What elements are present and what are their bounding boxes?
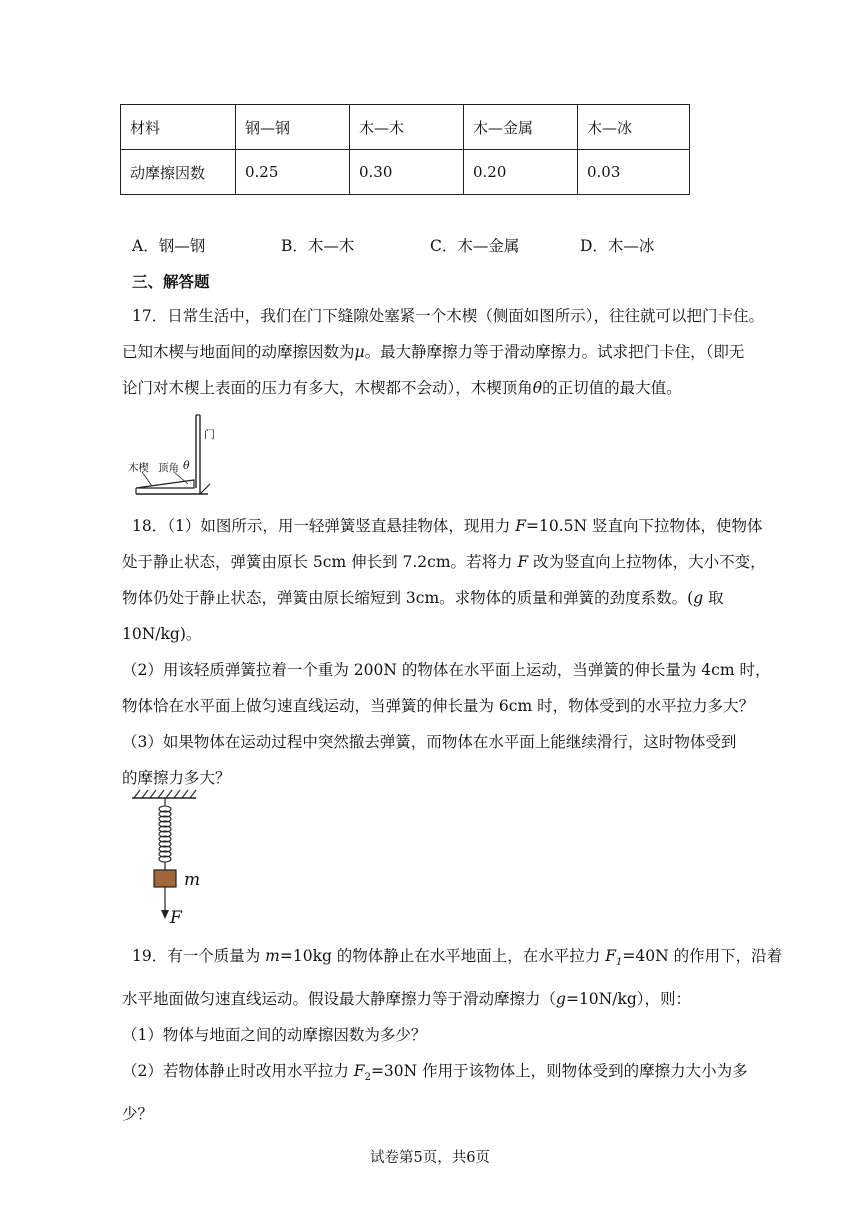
q17-line-3	[122, 370, 732, 406]
page-footer: 试卷第5页，共6页	[370, 1150, 490, 1166]
table-header-row	[121, 105, 690, 150]
table-row	[121, 150, 690, 195]
door-wedge-figure	[128, 412, 228, 498]
q19-part2-line-2: 少？	[122, 1105, 154, 1124]
angle-label: 顶角	[158, 462, 179, 474]
q17-text: 。最大静摩擦力等于滑动摩擦力。试求把门卡住，（即无	[364, 343, 745, 361]
q19-text: =40N 的作用下，沿着	[622, 947, 783, 965]
q19-line-2	[122, 981, 732, 1017]
q18-line-4: 10N/kg)。	[122, 625, 202, 643]
m-symbol: m	[265, 947, 280, 965]
table-cell: 钢—钢	[236, 105, 350, 150]
q19-text: =30N 作用于该物体上，则物体受到的摩擦力大小为多	[370, 1062, 748, 1081]
q18-text: 处于静止状态，弹簧由原长 5cm 伸长到 7.2cm。若将力	[122, 553, 518, 571]
q19-part1: （1）物体与地面之间的动摩擦因数为多少？	[122, 1026, 427, 1045]
g-symbol: g	[693, 589, 704, 607]
q18-part2-line-1: （2）用该轻质弹簧拉着一个重为 200N 的物体在水平面上运动，当弹簧的伸长量为 4cm 时，	[122, 661, 771, 679]
q18-text: 物体仍处于静止状态，弹簧由原长缩短到 3cm。求物体的质量和弹簧的劲度系数。(	[122, 589, 694, 607]
table-cell: 0.25	[236, 150, 350, 195]
force-symbol: F	[517, 553, 529, 571]
f2-subscript: 2	[364, 1072, 371, 1084]
table-cell: 动摩擦因数	[121, 150, 236, 195]
wedge-label: 木楔	[128, 462, 149, 474]
option-b: B．木—木	[281, 237, 355, 255]
q17-text: 已知木楔与地面间的动摩擦因数为	[122, 343, 355, 361]
q19-part2-line-1	[122, 1053, 748, 1096]
table-cell: 材料	[121, 105, 236, 150]
q18-part2-line-2: 物体恰在水平面上做匀速直线运动，当弹簧的伸长量为 6cm 时，物体受到的水平拉力多大？	[122, 697, 755, 715]
mu-symbol: μ	[354, 343, 365, 361]
option-d: D．木—冰	[580, 237, 655, 255]
table-cell: 0.20	[464, 150, 578, 195]
q17-line-1: 17．日常生活中，我们在门下缝隙处塞紧一个木楔（侧面如图所示），往往就可以把门卡住。	[132, 307, 764, 325]
q19-text: 水平地面做匀速直线运动。假设最大静摩擦力等于滑动摩擦力（	[122, 990, 557, 1009]
spring-mass-diagram	[130, 786, 210, 926]
table-cell: 0.30	[350, 150, 464, 195]
question-17	[122, 298, 764, 406]
table-cell: 木—木	[350, 105, 464, 150]
q19-text: =10kg 的物体静止在水平地面上，在水平拉力	[279, 947, 606, 965]
mass-label: m	[184, 870, 201, 890]
q18-part3-line-2: 的摩擦力多大？	[122, 769, 231, 787]
g-symbol: g	[556, 990, 566, 1009]
q18-text: 18．（1）如图所示，用一轻弹簧竖直悬挂物体，现用力	[132, 517, 516, 535]
q17-line-2	[122, 334, 745, 370]
q18-text: 改为竖直向上拉物体，大小不变，	[528, 553, 766, 571]
q19-text: =10N/kg），则：	[565, 990, 692, 1009]
table-cell: 0.03	[578, 150, 690, 195]
f1-symbol: F	[605, 947, 617, 965]
force-label: F	[170, 908, 182, 928]
section-title: 三、解答题	[132, 272, 210, 291]
table-cell: 木—金属	[464, 105, 578, 150]
q18-line-2	[122, 544, 766, 580]
q18-line-1	[132, 508, 763, 544]
q19-text: 19．有一个质量为	[132, 947, 266, 965]
q18-line-3	[122, 580, 732, 616]
theta-symbol: θ	[532, 379, 543, 397]
q18-text: 取	[703, 589, 724, 607]
q19-line-1	[132, 938, 783, 981]
door-label: 门	[204, 428, 215, 441]
f1-subscript: 1	[616, 957, 623, 969]
option-c: C．木—金属	[430, 237, 520, 255]
force-symbol: F	[515, 517, 527, 535]
q17-text: 论门对木楔上表面的压力有多大，木楔都不会动），木楔顶角	[122, 379, 533, 397]
f2-symbol: F	[353, 1062, 365, 1081]
q18-part3-line-1: （3）如果物体在运动过程中突然撤去弹簧，而物体在水平面上能继续滑行，这时物体受到	[122, 733, 737, 751]
question-18	[122, 508, 771, 796]
table-cell: 木—冰	[578, 105, 690, 150]
q17-text: 的正切值的最大值。	[542, 379, 682, 397]
angle-theta-label: θ	[183, 459, 190, 472]
question-19	[122, 938, 783, 1132]
spring-mass-figure	[130, 786, 210, 926]
option-a: A．钢—钢	[132, 237, 206, 255]
friction-table	[120, 104, 690, 195]
q18-text: =10.5N 竖直向下拉物体，使物体	[526, 517, 763, 535]
q19-text: （2）若物体静止时改用水平拉力	[122, 1062, 354, 1081]
door-wedge-diagram	[128, 412, 228, 498]
